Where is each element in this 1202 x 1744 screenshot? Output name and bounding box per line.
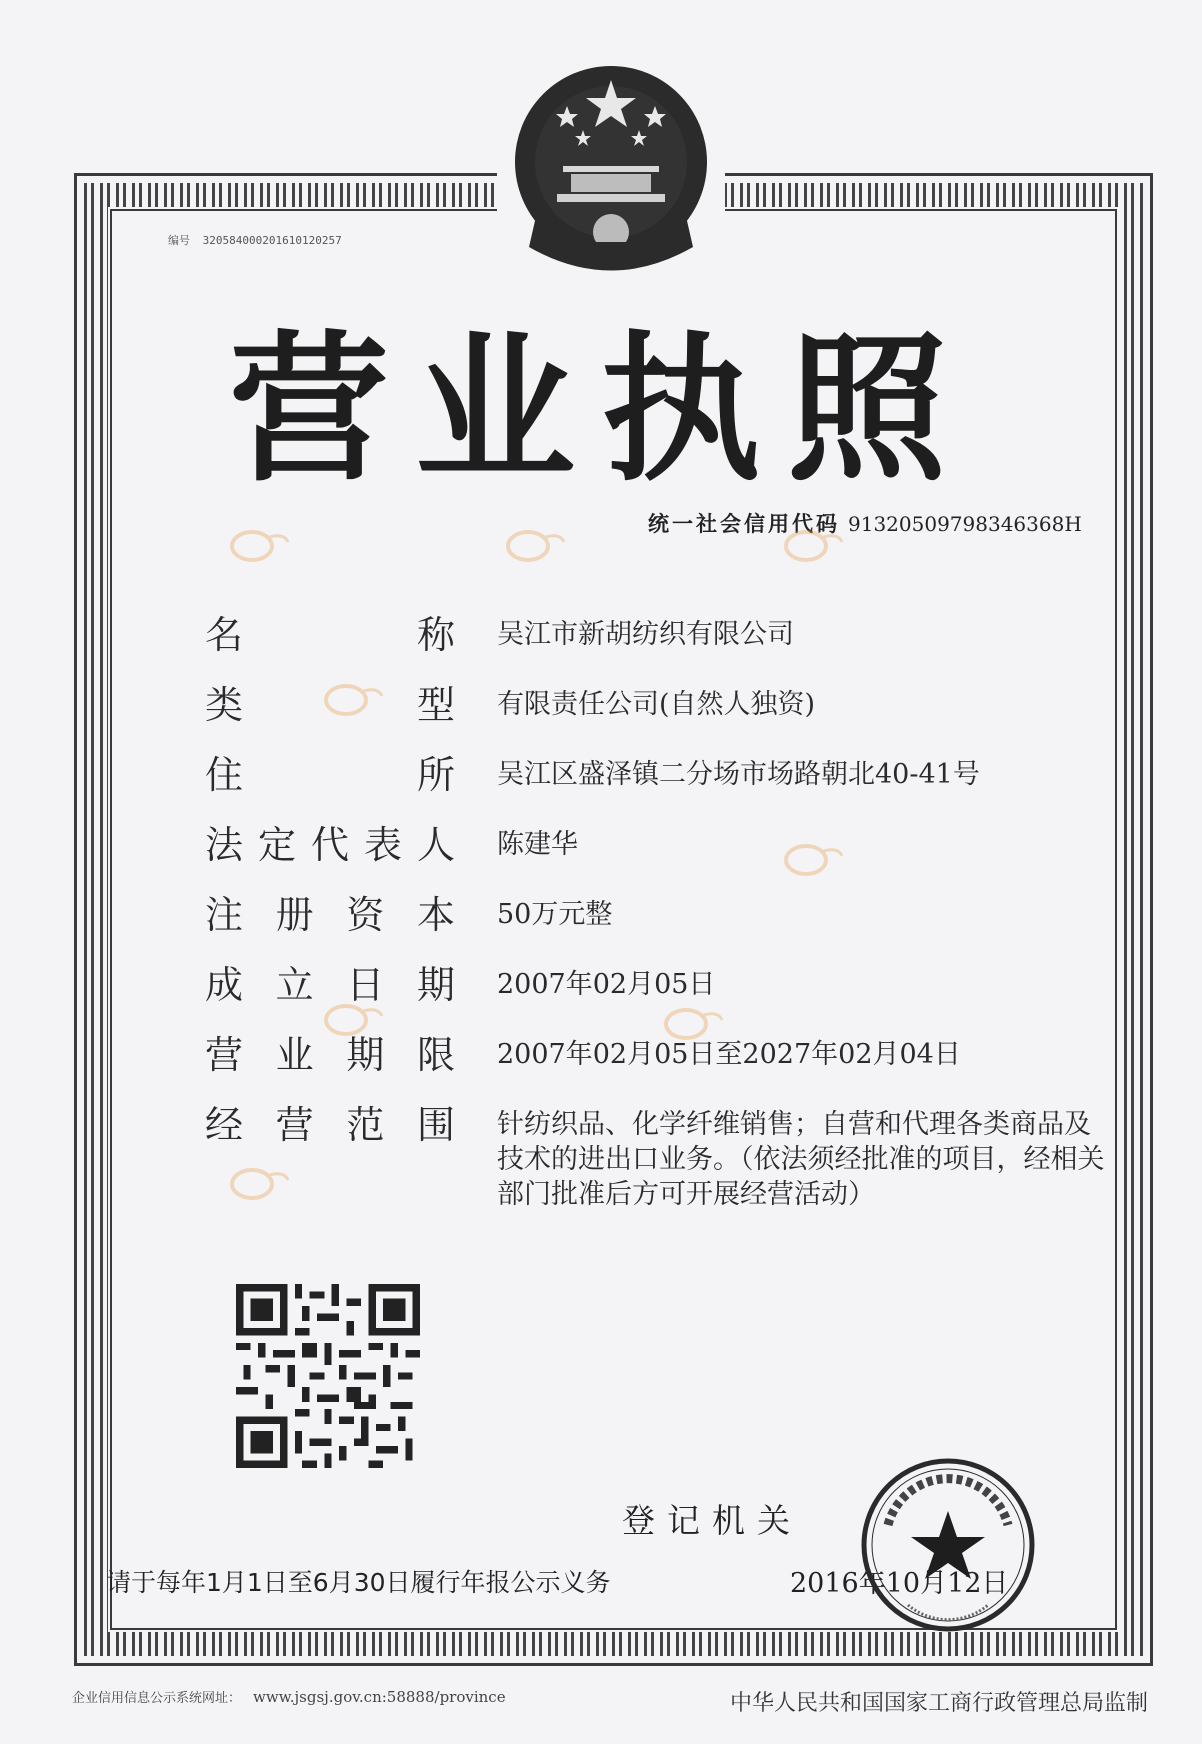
registration-authority-label: 登记机关	[622, 1501, 802, 1540]
field-label: 注 册 资 本	[205, 893, 455, 937]
serial-number	[168, 232, 342, 248]
annual-report-notice: 请于每年1月1日至6月30日履行年报公示义务	[106, 1568, 611, 1597]
field-value: 针纺织品、化学纤维销售；自营和代理各类商品及技术的进出口业务。（依法须经批准的项目，经相关部门批准后方可开展经营活动）	[497, 1109, 1105, 1210]
field-row	[205, 892, 1105, 962]
field-label: 成 立 日 期	[205, 963, 455, 1007]
field-label: 营 业 期 限	[205, 1033, 455, 1077]
field-row	[205, 962, 1105, 1032]
serial-label: 编号	[168, 234, 190, 247]
field-row	[205, 1102, 1105, 1212]
field-value: 2007年02月05日	[497, 969, 716, 1000]
field-row	[205, 822, 1105, 892]
license-fields	[205, 612, 1105, 1212]
field-row	[205, 682, 1105, 752]
field-label: 经 营 范 围	[205, 1103, 455, 1147]
field-row	[205, 752, 1105, 822]
field-row	[205, 1032, 1105, 1102]
document-title: 营业执照	[228, 316, 973, 503]
field-value: 2007年02月05日至2027年02月04日	[497, 1039, 961, 1070]
official-seal-icon	[858, 1455, 1038, 1635]
field-value: 陈建华	[497, 829, 578, 860]
credit-code-label: 统一社会信用代码	[648, 512, 840, 536]
field-value: 有限责任公司(自然人独资)	[497, 689, 816, 720]
field-value: 50万元整	[497, 899, 613, 930]
website-label: 企业信用信息公示系统网址：	[72, 1691, 242, 1706]
national-emblem-icon	[497, 62, 725, 284]
credit-code	[648, 508, 1082, 538]
website-url: www.jsgsj.gov.cn:58888/province	[253, 1688, 506, 1706]
supervisor-line: 中华人民共和国国家工商行政管理总局监制	[730, 1691, 1149, 1716]
field-label: 住 所	[205, 753, 455, 797]
serial-value: 320584000201610120257	[202, 234, 342, 247]
watermark-icon	[502, 526, 566, 566]
issue-date: 2016年10月12日	[790, 1568, 1009, 1599]
field-label: 名 称	[205, 613, 455, 657]
field-label: 法 定 代 表 人	[205, 823, 455, 867]
field-value: 吴江市新胡纺织有限公司	[497, 619, 794, 650]
field-value: 吴江区盛泽镇二分场市场路朝北40-41号	[497, 759, 980, 790]
watermark-icon	[226, 526, 290, 566]
watermark-icon	[780, 526, 844, 566]
qr-code-icon	[236, 1284, 420, 1468]
field-row	[205, 612, 1105, 682]
footer-website	[72, 1687, 506, 1706]
credit-code-value: 91320509798346368H	[848, 512, 1082, 536]
field-label: 类 型	[205, 683, 455, 727]
